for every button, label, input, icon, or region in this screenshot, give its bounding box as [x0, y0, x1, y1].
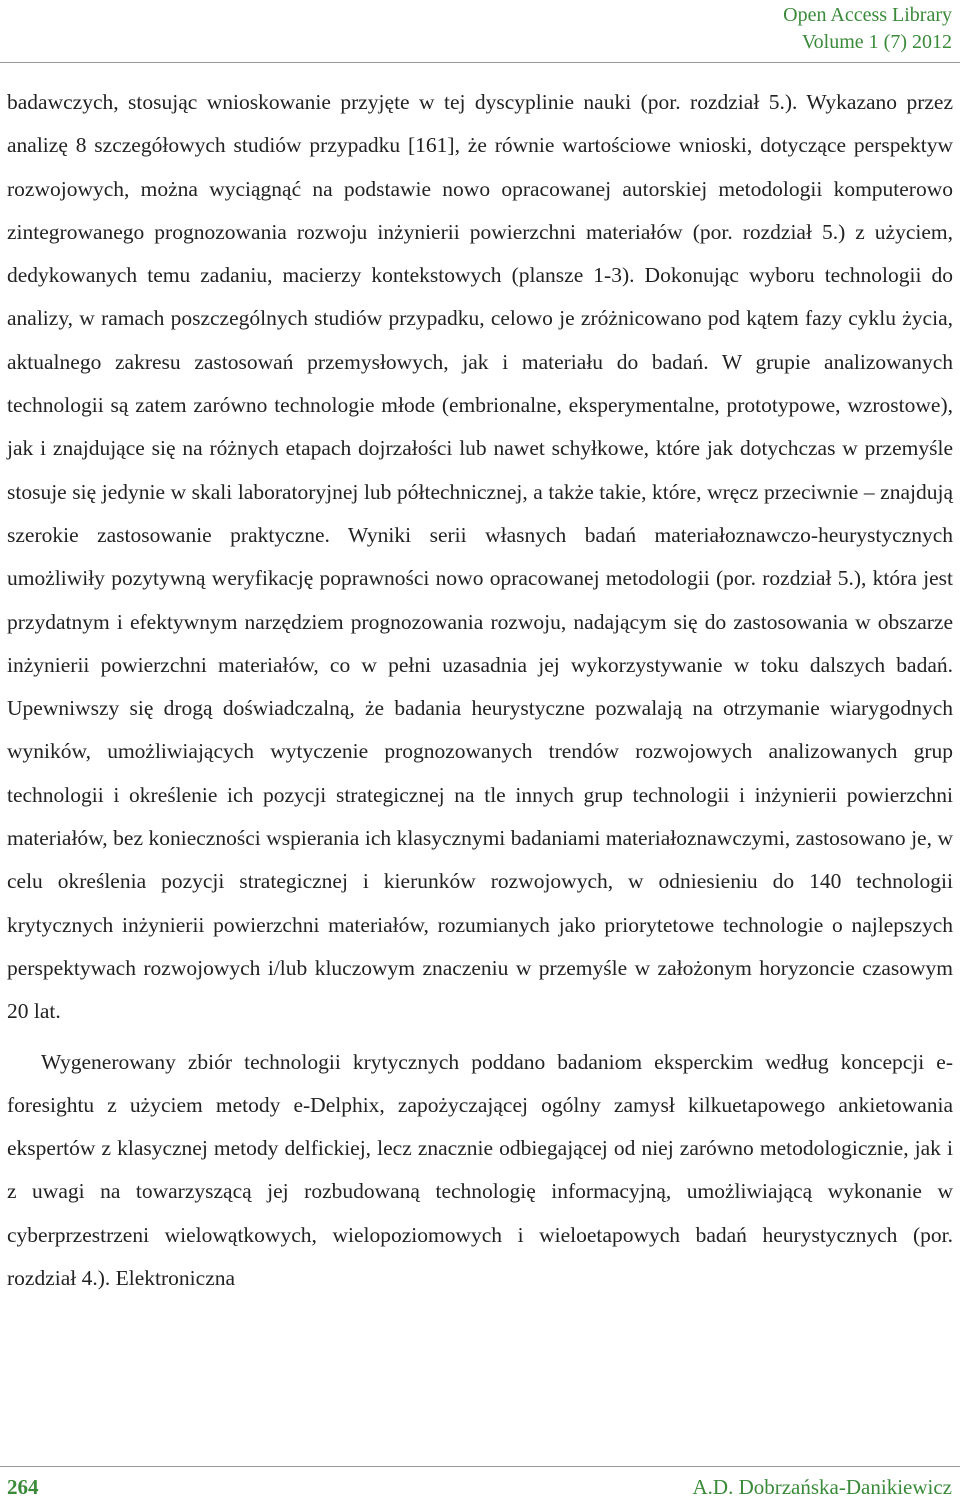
journal-name: Open Access Library [783, 4, 952, 26]
running-header [783, 2, 952, 56]
page-number: 264 [7, 1475, 39, 1499]
body-text [7, 81, 953, 1300]
footer-divider [0, 1466, 960, 1467]
page-footer [7, 1473, 952, 1501]
header-divider [0, 62, 960, 63]
footer-author: A.D. Dobrzańska-Danikiewicz [692, 1475, 952, 1499]
paragraph-2: Wygenerowany zbiór technologii krytycznych poddano badaniom eksperckim według koncepcji e-foresightu z użyciem metody e-Delphix, zapożyczającej ogólny zamysł kilkuetapowego ankietowania ekspertów z klasycznej metody delfickiej, lecz znacznie odbiegającej od niej zarówno metodologicznie, jak i z uwagi na towarzyszącą jej rozbudowaną technologię informacyjną, umożliwiającą wykonanie w cyberprzestrzeni wielowątkowych, wielopoziomowych i wieloetapowych badań heurystycznych (por. rozdział 4.). Elektroniczna [7, 1049, 953, 1291]
journal-volume: Volume 1 (7) 2012 [801, 31, 952, 53]
paragraph-1: badawczych, stosując wnioskowanie przyjęte w tej dyscyplinie nauki (por. rozdział 5.). Wykazano przez analizę 8 szczegółowych studiów przypadku [161], że równie wartościowe wnioski, dotyczące perspektyw rozwojowych, można wyciągnąć na podstawie nowo opracowanej autorskiej metodologii komputerowo zintegrowanego prognozowania rozwoju inżynierii powierzchni materiałów (por. rozdział 5.) z użyciem, dedykowanych temu zadaniu, macierzy kontekstowych (plansze 1-3). Dokonując wyboru technologii do analizy, w ramach poszczególnych studiów przypadku, celowo je zróżnicowano pod kątem fazy cyklu życia, aktualnego zakresu zastosowań przemysłowych, jak i materiału do badań. W grupie analizowanych technologii są zatem zarówno technologie młode (embrionalne, eksperymentalne, prototypowe, wzrostowe), jak i znajdujące się na różnych etapach dojrzałości lub nawet schyłkowe, które jak dotychczas w przemyśle stosuje się jedynie w skali laboratoryjnej lub półtechnicznej, a także takie, które, wręcz przeciwnie – znajdują szerokie zastosowanie praktyczne. Wyniki serii własnych badań materiałoznawczo-heurystycznych umożliwiły pozytywną weryfikację poprawności nowo opracowanej metodologii (por. rozdział 5.), która jest przydatnym i efektywnym narzędziem prognozowania rozwoju, nadającym się do zastosowania w obszarze inżynierii powierzchni materiałów, co w pełni uzasadnia jej wykorzystywanie w toku dalszych badań. Upewniwszy się drogą doświadczalną, że badania heurystyczne pozwalają na otrzymanie wiarygodnych wyników, umożliwiających wytyczenie prognozowanych trendów rozwojowych analizowanych grup technologii i określenie ich pozycji strategicznej na tle innych grup technologii i inżynierii powierzchni materiałów, bez konieczności wspierania ich klasycznymi badaniami materiałoznawczymi, zastosowano je, w celu określenia pozycji strategicznej i kierunków rozwojowych, w odniesieniu do 140 technologii krytycznych inżynierii powierzchni materiałów, rozumianych jako priorytetowe technologie o najlepszych perspektywach rozwojowych i/lub kluczowym znaczeniu w przemyśle w założonym horyzoncie czasowym 20 lat. [7, 90, 953, 1024]
